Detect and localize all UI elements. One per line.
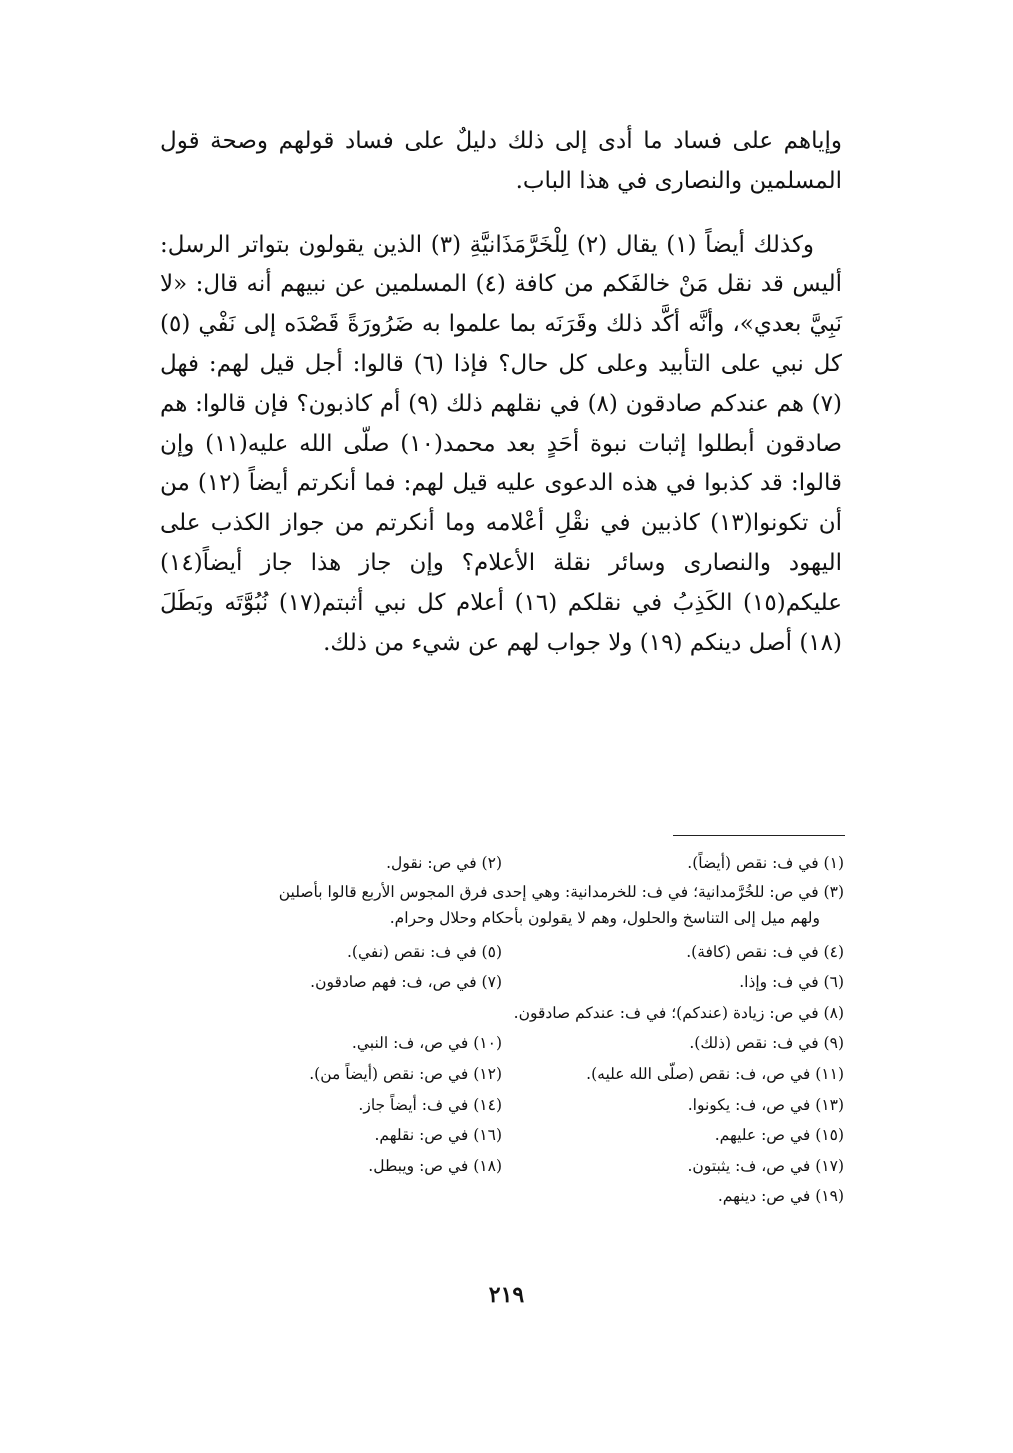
footnote-9: (٩) في ف: نقص (ذلك). [689, 1034, 844, 1053]
footnote-row [160, 1090, 844, 1121]
footnote-empty-cell [160, 1181, 502, 1212]
footnote-row [160, 1120, 844, 1151]
footnote-12: (١٢) في ص: نقص (أيضاً من). [309, 1064, 502, 1083]
footnote-16: (١٦) في ص: نقلهم. [374, 1126, 502, 1145]
footnote-19: (١٩) في ص: دينهم. [717, 1187, 844, 1206]
footnote-3-line-1: (٣) في ص: للخُرَّمدانية؛ في ف: للخرمدانية: وهي إحدى فرق المجوس الأربع قالوا بأصلين [278, 882, 844, 901]
footnote-14: (١٤) في ف: أيضاً جاز. [358, 1095, 502, 1114]
page-number: ٢١٩ [488, 1282, 525, 1308]
footnotes [160, 848, 844, 1212]
footnote-11: (١١) في ص، ف: نقص (صلّى الله عليه). [586, 1064, 844, 1083]
paragraph-2: وكذلك أيضاً (١) يقال (٢) لِلْخَرَّمَذَانيَّةِ (٣) الذين يقولون بتواتر الرسل: أليس قد نقل مَنْ خالفَكم من كافة (٤) المسلمين عن نبيهم أنه قال: «لا نَبِيَّ بعدي»، وأنَّه أكَّد ذلك وقَرَنَه بما علموا به ضَرُورَةً قَصْدَه إلى نَفْي (٥) كل نبي على التأبيد وعلى كل حال؟ فإذا (٦) قالوا: أجل قيل لهم: فهل (٧) هم عندكم صادقون (٨) في نقلهم ذلك (٩) أم كاذبون؟ فإن قالوا: هم صادقون أبطلوا إثبات نبوة أحَدٍ بعد محمد(١٠) صلّى الله عليه(١١) وإن قالوا: قد كذبوا في هذه الدعوى عليه قيل لهم: فما أنكرتم أيضاً (١٢) من أن تكونوا(١٣) كاذبين في نقْلِ أعْلامه وما أنكرتم من جواز الكذب على اليهود والنصارى وسائر نقلة الأعلام؟ وإن جاز هذا جاز أيضاً(١٤) عليكم(١٥) الكَذِبُ في نقلكم (١٦) أعلام كل نبي أثبتم(١٧) نُبُوَّتَه وبَطَلَ (١٨) أصل دينكم (١٩) ولا جواب لهم عن شيء من ذلك. [160, 231, 843, 656]
footnote-6: (٦) في ف: وإذا. [739, 973, 844, 992]
footnote-row [160, 967, 844, 998]
footnote-17: (١٧) في ص، ف: يثبتون. [687, 1156, 844, 1175]
footnote-separator [673, 835, 845, 836]
footnote-row [160, 1181, 844, 1212]
footnote-1: (١) في ف: نقص (أيضاً). [687, 854, 844, 872]
footnote-15: (١٥) في ص: عليهم. [714, 1126, 844, 1145]
footnote-3-line-2: ولهم ميل إلى التناسخ والحلول، وهم لا يقولون بأحكام وحلال وحرام. [389, 908, 820, 927]
footnote-4: (٤) في ف: نقص (كافة). [686, 942, 844, 961]
footnote-7: (٧) في ص، ف: فهم صادقون. [310, 973, 502, 992]
footnote-10: (١٠) في ص، ف: النبي. [351, 1034, 502, 1053]
footnote-row [160, 848, 844, 879]
main-text [160, 122, 842, 663]
paragraph-1: وإياهم على فساد ما أدى إلى ذلك دليلٌ على فساد قولهم وصحة قول المسلمين والنصارى في هذا الباب. [160, 128, 842, 194]
footnote-row [160, 998, 844, 1029]
footnote-row [160, 937, 844, 968]
footnote-3 [160, 879, 844, 931]
footnote-row [160, 1059, 844, 1090]
paragraph-gap [160, 202, 842, 226]
footnote-8: (٨) في ص: زيادة (عندكم)؛ في ف: عندكم صادقون. [513, 1003, 844, 1022]
footnote-row [160, 1028, 844, 1059]
footnote-18: (١٨) في ص: ويبطل. [368, 1156, 502, 1175]
footnote-5: (٥) في ف: نقص (نفي). [346, 942, 502, 961]
footnote-row [160, 1151, 844, 1182]
footnote-13: (١٣) في ص، ف: يكونوا. [687, 1095, 844, 1114]
footnote-2: (٢) في ص: نقول. [386, 854, 502, 872]
